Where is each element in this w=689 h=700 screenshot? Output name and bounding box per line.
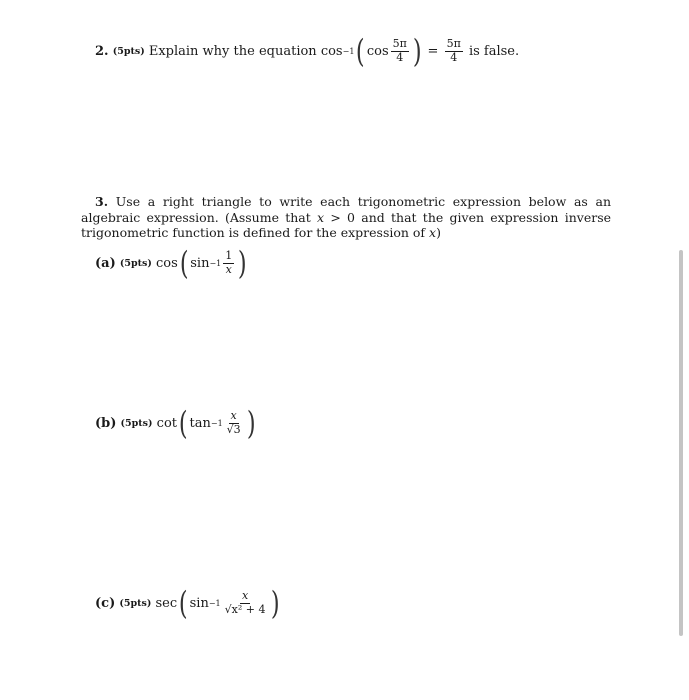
right-paren: ) (238, 244, 247, 282)
equals-sign: = (427, 43, 439, 59)
left-paren: ( (178, 404, 188, 442)
problem-2-inner-func: cos (366, 43, 389, 59)
variable-x: x (429, 225, 437, 240)
problem-3b (95, 405, 257, 441)
inverse-exp: −1 (208, 598, 221, 608)
part-label: (c) (95, 595, 116, 611)
fraction-denominator: √3 (226, 422, 241, 436)
problem-3-text-2: and that the given expression inverse trigonometric function is defined for the expression of (81, 209, 612, 240)
variable-x: x (317, 209, 325, 225)
problem-3c (95, 585, 282, 621)
inverse-exp: −1 (209, 258, 222, 268)
left-paren: ( (179, 584, 188, 622)
inner-func: tan (189, 415, 211, 431)
fraction-denominator: √x² + 4 (224, 602, 266, 616)
problem-2-inverse-exp: −1 (342, 46, 355, 56)
outer-func: cos (156, 255, 178, 271)
problem-3-text-end: ) (436, 225, 441, 240)
problem-2-text: Explain why the equation (148, 43, 317, 59)
fraction-numerator: 5π (392, 37, 407, 51)
problem-2-rhs-fraction (445, 38, 463, 63)
fraction-denominator: 4 (396, 50, 404, 64)
left-paren: ( (356, 32, 366, 70)
part-fraction (223, 250, 234, 275)
part-points: (5pts) (120, 417, 153, 429)
condition: > 0 (330, 209, 356, 225)
fraction-numerator: 5π (446, 37, 461, 51)
part-points: (5pts) (119, 257, 152, 269)
outer-func: sec (155, 595, 178, 611)
part-points: (5pts) (119, 597, 152, 609)
part-label: (b) (95, 415, 117, 431)
problem-2-fraction (391, 38, 409, 63)
fraction-denominator: 4 (450, 50, 458, 64)
fraction-denominator: x (225, 262, 232, 276)
problem-3-number: 3. (95, 194, 109, 209)
right-paren: ) (412, 32, 422, 70)
inner-func: sin (190, 255, 210, 271)
fraction-numerator: x (230, 409, 237, 423)
part-fraction (223, 590, 268, 615)
outer-func: cot (156, 415, 178, 431)
problem-2-text-after: is false. (468, 43, 520, 59)
right-paren: ) (246, 404, 256, 442)
problem-2-points: (5pts) (112, 45, 145, 57)
inner-func: sin (189, 595, 209, 611)
part-fraction (225, 410, 243, 435)
problem-3a (95, 245, 249, 281)
problem-3-text-1: Use a right triangle to write each trigonometric expression below as an algebraic expression. (Assume that (81, 194, 612, 225)
problem-2 (95, 34, 519, 68)
problem-2-func: cos (320, 43, 343, 59)
fraction-numerator: x (241, 589, 249, 603)
fraction-numerator: 1 (225, 249, 233, 263)
scrollbar[interactable] (679, 250, 683, 636)
part-label: (a) (95, 255, 116, 271)
problem-3-intro (81, 194, 611, 241)
right-paren: ) (271, 584, 281, 622)
left-paren: ( (179, 244, 189, 282)
inverse-exp: −1 (210, 418, 223, 428)
problem-2-number: 2. (95, 43, 109, 59)
